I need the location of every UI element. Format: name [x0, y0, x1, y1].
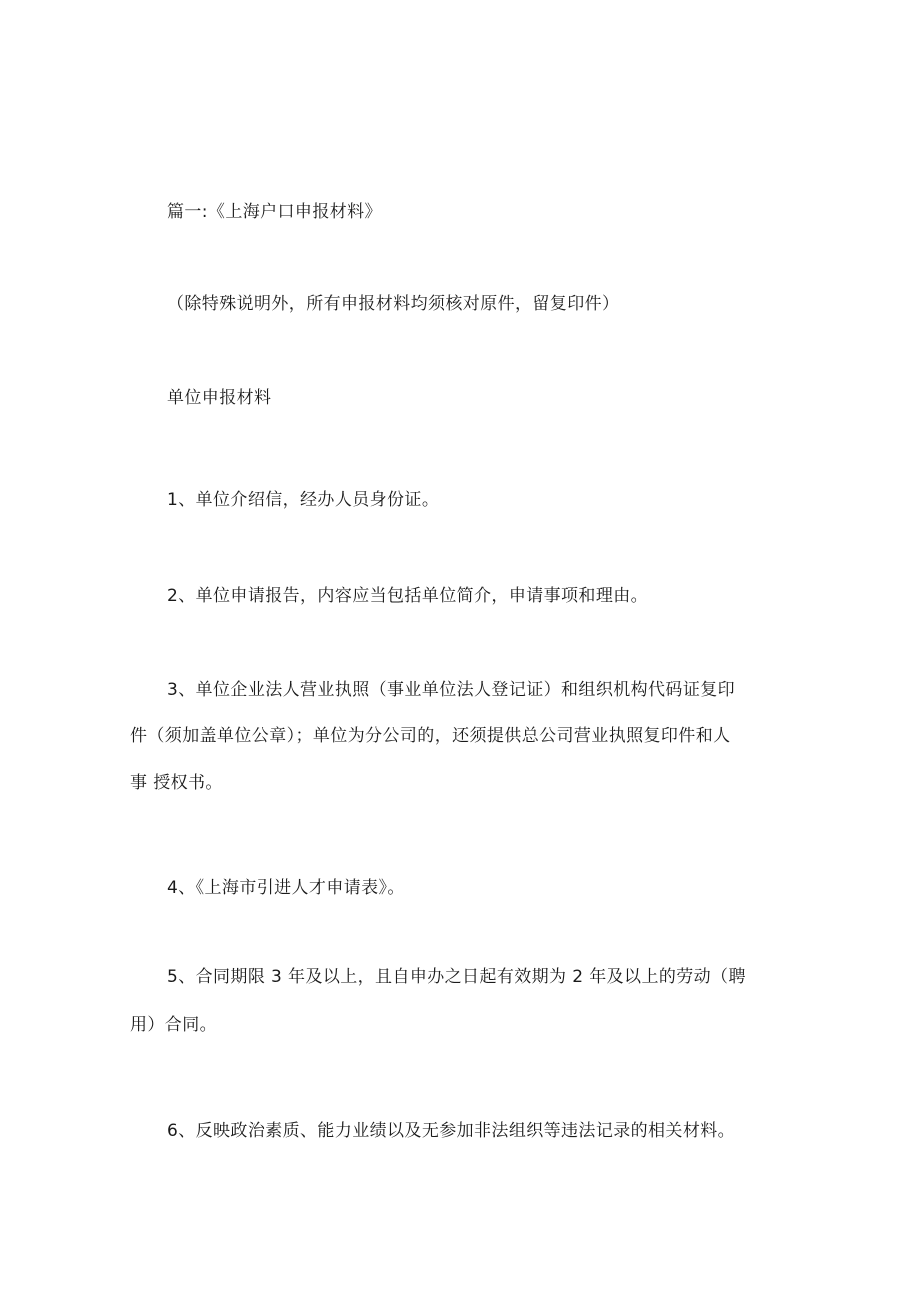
- document-note: （除特殊说明外，所有申报材料均须核对原件，留复印件）: [167, 294, 620, 314]
- list-item-continuation: 用）合同。: [130, 1015, 217, 1035]
- list-item: 5、合同期限 3 年及以上，且自申办之日起有效期为 2 年及以上的劳动（聘: [167, 967, 746, 987]
- list-item: 2、单位申请报告，内容应当包括单位简介，申请事项和理由。: [167, 586, 649, 606]
- list-item: 1、单位介绍信，经办人员身份证。: [167, 490, 440, 510]
- document-title: 篇一:《上海户口申报材料》: [167, 202, 382, 222]
- list-item: 4、《上海市引进人才申请表》。: [167, 878, 405, 898]
- section-heading: 单位申报材料: [167, 388, 272, 408]
- list-item-continuation: 件（须加盖单位公章）；单位为分公司的，还须提供总公司营业执照复印件和人: [130, 726, 731, 746]
- list-item: 6、反映政治素质、能力业绩以及无参加非法组织等违法记录的相关材料。: [167, 1121, 736, 1141]
- list-item: 3、单位企业法人营业执照（事业单位法人登记证）和组织机构代码证复印: [167, 680, 736, 700]
- list-item-continuation: 事 授权书。: [130, 773, 223, 793]
